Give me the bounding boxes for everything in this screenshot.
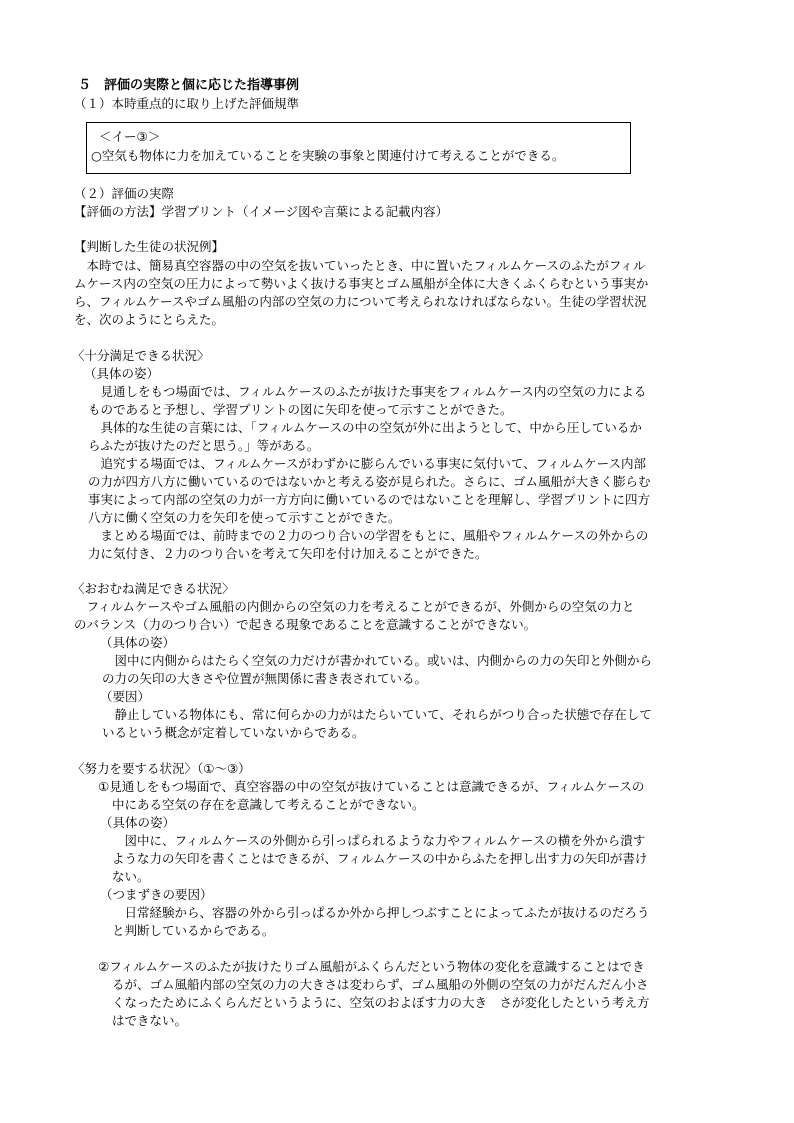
subsection-criteria: （１）本時重点的に取り上げた評価規準 [74, 96, 300, 111]
full-subtitle: （具体の姿） [84, 366, 160, 381]
judged-line: ムケース内の空気の圧力によって勢いよく抜ける事実とゴム風船が全体に大きくふくらむという事実か [74, 276, 649, 291]
judged-line: を、次のようにとらえた。 [74, 312, 225, 327]
mostly-cause-label: （要因） [100, 689, 151, 704]
mostly-figure-label: （具体の姿） [100, 635, 176, 650]
effort-figure-line: 図中に、フィルムケースの外側から引っぱられるような力やフィルムケースの横を外から潰す [112, 833, 646, 848]
mostly-cause-line: いるという概念が定着していないからである。 [102, 725, 365, 740]
effort-title: 〈努力を要する状況〉（①～③） [72, 761, 251, 776]
full-line: 八方に働く空気の力を矢印を使って示すことができた。 [88, 510, 401, 525]
criterion-text: ○空気も物体に力を加えていることを実験の事象と関連付けて考えることができる。 [91, 148, 565, 163]
effort-item2-line: はできない。 [112, 1013, 188, 1028]
effort-stumble-label: （つまずきの要因） [100, 887, 213, 902]
mostly-line: フィルムケースやゴム風船の内側からの空気の力を考えることができるが、外側からの空気の力と [74, 599, 635, 614]
judged-line: ら、フィルムケースやゴム風船の内部の空気の力について考えられなければならない。生徒の学習状況 [74, 294, 647, 309]
judged-line: 本時では、簡易真空容器の中の空気を抜いていったとき、中に置いたフィルムケースのふたがフィル [74, 258, 646, 273]
effort-stumble-line: と判断しているからである。 [112, 923, 275, 938]
full-line: ものであると予想し、学習プリントの図に矢印を使って示すことができた。 [88, 402, 513, 417]
criterion-box [86, 122, 631, 174]
section-heading: ５ 評価の実際と個に応じた指導事例 [78, 78, 300, 93]
effort-item2-line: くなったためにふくらんだというように、空気のおよぼす力の大き さが変化したという考え方 [112, 995, 650, 1010]
full-line: まとめる場面では、前時までの２力のつり合いの学習をもとに、風船やフィルムケースの外からの [88, 528, 649, 543]
mostly-cause-line: 静止している物体にも、常に何らかの力がはたらいていて、それらがつり合った状態で存在して [102, 707, 652, 722]
effort-item1-line: 中にある空気の存在を意識して考えることができない。 [112, 797, 425, 812]
full-title: 〈十分満足できる状況〉 [72, 348, 210, 363]
effort-item1-line: ①見通しをもつ場面で、真空容器の中の空気が抜けていることは意識できるが、フィルムケースの [98, 779, 645, 794]
effort-item2-line: るが、ゴム風船内部の空気の力の大きさは変わらず、ゴム風船の外側の空気の力がだんだん小さ [112, 977, 649, 992]
mostly-figure-line: 図中に内側からはたらく空気の力だけが書かれている。或いは、内側からの力の矢印と外側から [102, 653, 653, 668]
mostly-line: のバランス（力のつり合い）で起きる現象であることを意識することができない。 [74, 617, 537, 632]
full-line: の力が四方八方に働いているのではないかと考える姿が見られた。さらに、ゴム風船が大きく膨らむ [88, 474, 651, 489]
judged-title: 【判断した生徒の状況例】 [74, 239, 225, 254]
full-line: 具体的な生徒の言葉には、「フィルムケースの中の空気が外に出ようとして、中から圧しているか [88, 420, 642, 435]
full-line: 追究する場面では、フィルムケースがわずかに膨らんでいる事実に気付いて、フィルムケース内部 [88, 456, 647, 471]
subsection-evaluation: （２）評価の実際 [74, 186, 175, 201]
mostly-figure-line: の力の矢印の大きさや位置が無関係に書き表されている。 [102, 671, 428, 686]
effort-figure-line: ような力の矢印を書くことはできるが、フィルムケースの中からふたを押し出す力の矢印が書け [112, 851, 648, 866]
effort-figure-label: （具体の姿） [100, 815, 176, 830]
effort-item2-line: ②フィルムケースのふたが抜けたりゴム風船がふくらんだという物体の変化を意識することはでき [98, 959, 645, 974]
evaluation-method: 【評価の方法】学習プリント（イメージ図や言葉による記載内容） [74, 204, 449, 219]
full-line: らふたが抜けたのだと思う。」等がある。 [88, 438, 320, 453]
full-line: 力に気付き、２力のつり合いを考えて矢印を付け加えることができた。 [88, 546, 488, 561]
full-line: 見通しをもつ場面では、フィルムケースのふたが抜けた事実をフィルムケース内の空気の力による [88, 384, 647, 399]
criterion-code: ＜イー③＞ [99, 129, 161, 144]
effort-stumble-line: 日常経験から、容器の外から引っぱるか外から押しつぶすことによってふたが抜けるのだろう [112, 905, 650, 920]
effort-figure-line: ない。 [112, 869, 150, 884]
mostly-title: 〈おおむね満足できる状況〉 [72, 581, 235, 596]
full-line: 事実によって内部の空気の力が一方方向に働いているのではないことを理解し、学習プリントに四方 [88, 492, 651, 507]
